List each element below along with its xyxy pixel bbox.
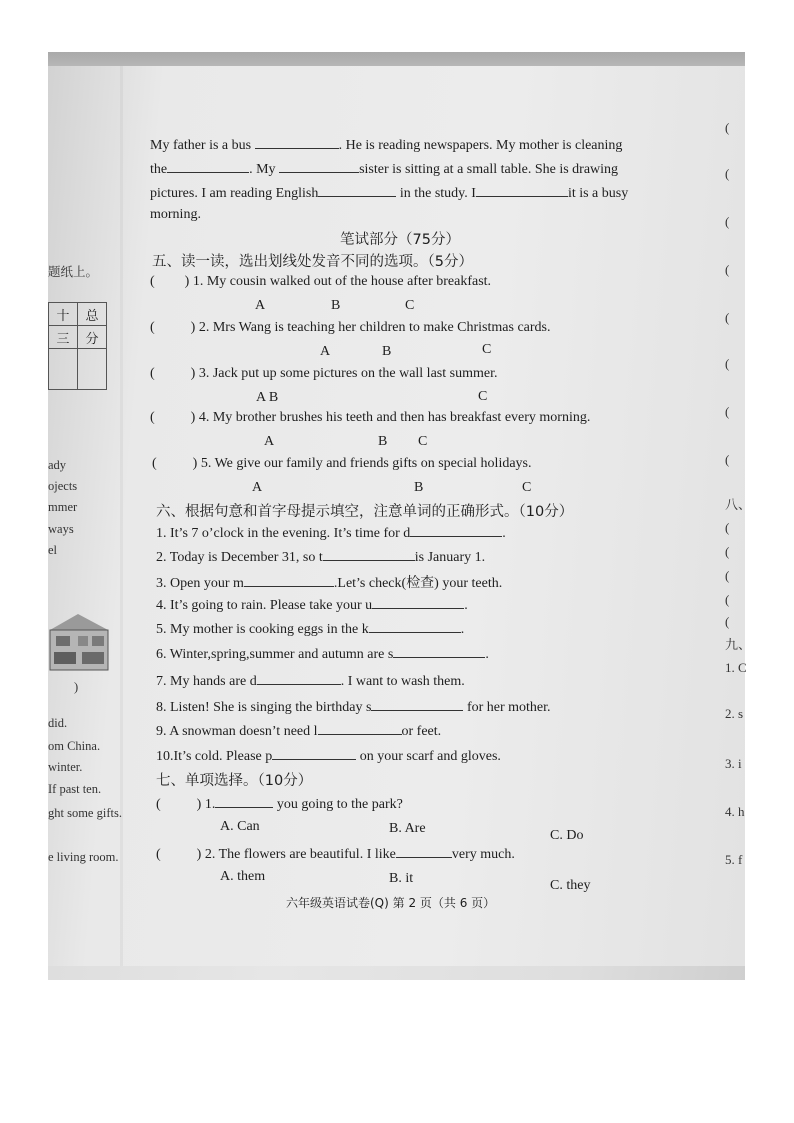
right-num: 4. h xyxy=(725,804,745,819)
left-fragment: ojects xyxy=(48,479,78,493)
question-6-3: 3. Open your m .Let’s check(检查) your teeth. xyxy=(156,576,503,591)
left-fragment: ways xyxy=(48,522,74,536)
right-paren: ( xyxy=(725,166,730,181)
option-label: C xyxy=(405,298,415,313)
right-num: 1. C xyxy=(725,660,747,675)
answer-blank[interactable] xyxy=(393,645,485,658)
option-label: B. it xyxy=(389,871,414,886)
passage-line: My father is a bus . He is reading newspapers. My mother is cleaning xyxy=(150,138,623,153)
question-6-8: 8. Listen! She is singing the birthday s for her mother. xyxy=(156,700,551,715)
answer-blank[interactable] xyxy=(318,184,396,197)
answer-blank[interactable] xyxy=(318,722,402,735)
option-label: C xyxy=(482,342,492,357)
answer-blank[interactable] xyxy=(476,184,568,197)
section-nine-label: 九、 xyxy=(725,637,752,652)
exam-photo xyxy=(48,52,752,980)
answer-blank[interactable] xyxy=(215,795,273,808)
score-table xyxy=(48,302,107,390)
page-fold xyxy=(120,66,123,966)
option-label: C. Do xyxy=(550,828,584,843)
option-label: B xyxy=(378,434,388,449)
section5-title: 五、读一读，选出划线处发音不同的选项。（5分） xyxy=(152,254,473,270)
score-cell: 三 xyxy=(49,326,78,349)
right-paren: ( xyxy=(725,356,730,371)
section7-title: 七、单项选择。（10分） xyxy=(156,773,313,789)
house-illustration xyxy=(48,612,110,674)
score-cell: 分 xyxy=(78,326,107,349)
answer-blank[interactable] xyxy=(323,548,415,561)
question-6-6: 6. Winter,spring,summer and autumn are s . xyxy=(156,647,489,662)
question-6-10: 10.It’s cold. Please p on your scarf and gloves. xyxy=(156,749,501,764)
option-label: A xyxy=(255,298,266,313)
option-label: A. Can xyxy=(220,819,260,834)
option-label: C xyxy=(522,480,532,495)
right-paren: ( xyxy=(725,452,730,467)
passage-line: the . My sister is sitting at a small table. She is drawing xyxy=(150,162,619,177)
answer-blank[interactable] xyxy=(372,596,464,609)
left-fragment: e living room. xyxy=(48,850,119,864)
option-label: B xyxy=(382,344,392,359)
left-fragment: ght some gifts. xyxy=(48,806,122,820)
score-cell: 十 xyxy=(49,303,78,326)
question-6-4: 4. It’s going to rain. Please take your u . xyxy=(156,598,468,613)
left-fragment: el xyxy=(48,543,58,557)
passage-line: morning. xyxy=(150,207,201,222)
option-label: C. they xyxy=(550,878,591,893)
question-5-4: ( ) 4. My brother brushes his teeth and then has breakfast every morning. xyxy=(150,410,591,425)
right-paren: ( xyxy=(725,568,730,583)
right-paren: ( xyxy=(725,404,730,419)
option-label: B. Are xyxy=(389,821,426,836)
answer-blank[interactable] xyxy=(257,672,341,685)
right-paren: ( xyxy=(725,544,730,559)
answer-blank[interactable] xyxy=(244,574,334,587)
left-fragment: om China. xyxy=(48,739,101,753)
right-paren: ( xyxy=(725,120,730,135)
question-6-2: 2. Today is December 31, so t is January 1. xyxy=(156,550,486,565)
passage-line: pictures. I am reading English in the study. I it is a busy xyxy=(150,186,629,201)
answer-blank[interactable] xyxy=(255,136,339,149)
answer-blank[interactable] xyxy=(272,747,356,760)
question-5-5: ( ) 5. We give our family and friends gifts on special holidays. xyxy=(152,456,532,471)
right-paren: ( xyxy=(725,520,730,535)
option-label: B xyxy=(414,480,424,495)
right-num: 3. i xyxy=(725,756,742,771)
option-label: B xyxy=(331,298,341,313)
answer-blank[interactable] xyxy=(279,160,359,173)
right-num: 5. f xyxy=(725,852,743,867)
left-fragment: ady xyxy=(48,458,67,472)
left-fragment: winter. xyxy=(48,760,83,774)
left-paren: ) xyxy=(74,680,79,694)
section6-title: 六、根据句意和首字母提示填空，注意单词的正确形式。（10分） xyxy=(156,504,574,520)
exam-page xyxy=(48,66,752,966)
question-6-9: 9. A snowman doesn’t need l or feet. xyxy=(156,724,442,739)
right-num: 2. s xyxy=(725,706,744,721)
question-5-3: ( ) 3. Jack put up some pictures on the wall last summer. xyxy=(150,366,498,381)
option-label: A B xyxy=(256,390,279,405)
answer-blank[interactable] xyxy=(167,160,249,173)
score-cell: 总 xyxy=(78,303,107,326)
question-5-1: ( ) 1. My cousin walked out of the house after breakfast. xyxy=(150,274,492,289)
question-6-5: 5. My mother is cooking eggs in the k . xyxy=(156,622,465,637)
option-label: A. them xyxy=(220,869,266,884)
right-paren: ( xyxy=(725,262,730,277)
left-fragment: did. xyxy=(48,716,68,730)
answer-blank[interactable] xyxy=(410,524,502,537)
question-7-1: ( ) 1. you going to the park? xyxy=(156,797,403,812)
question-6-1: 1. It’s 7 o’clock in the evening. It’s time for d . xyxy=(156,526,506,541)
answer-blank[interactable] xyxy=(369,620,461,633)
answer-blank[interactable] xyxy=(396,845,452,858)
page-footer: 六年级英语试卷(Q) 第 2 页（共 6 页） xyxy=(286,896,496,910)
right-paren: ( xyxy=(725,310,730,325)
option-label: A xyxy=(264,434,275,449)
option-label: A xyxy=(252,480,263,495)
question-5-2: ( ) 2. Mrs Wang is teaching her children to make Christmas cards. xyxy=(150,320,551,335)
left-fragment: If past ten. xyxy=(48,782,102,796)
section-eight-label: 八、 xyxy=(725,497,752,512)
score-cell xyxy=(49,349,78,390)
option-label: C xyxy=(418,434,428,449)
left-note: 题纸上。 xyxy=(48,265,99,279)
question-7-2: ( ) 2. The flowers are beautiful. I like very much. xyxy=(156,847,515,862)
score-cell xyxy=(78,349,107,390)
left-fragment: mmer xyxy=(48,500,78,514)
option-label: C xyxy=(478,389,488,404)
written-section-title: 笔试部分（75分） xyxy=(340,232,460,248)
question-6-7: 7. My hands are d . I want to wash them. xyxy=(156,674,465,689)
right-paren: ( xyxy=(725,592,730,607)
right-paren: ( xyxy=(725,614,730,629)
option-label: A xyxy=(320,344,331,359)
right-paren: ( xyxy=(725,214,730,229)
answer-blank[interactable] xyxy=(371,698,463,711)
